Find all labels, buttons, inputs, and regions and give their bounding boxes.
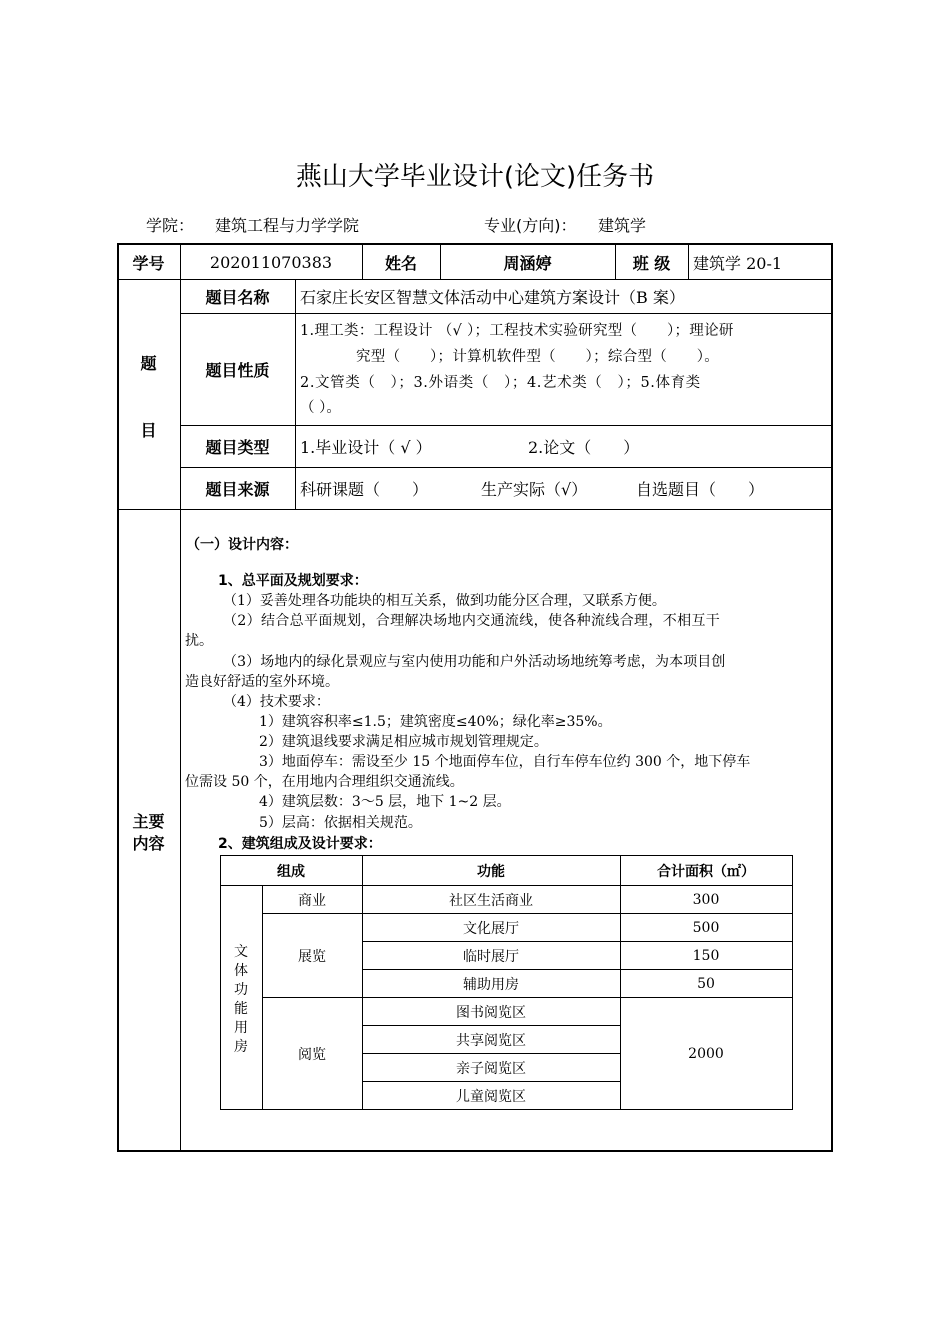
- content-line: 2）建筑退线要求满足相应城市规划管理规定。: [259, 734, 548, 750]
- design-content-heading: （一）设计内容：: [186, 537, 298, 553]
- topic-side-label-2: 目: [140, 420, 157, 440]
- area-cell: 300: [692, 891, 720, 908]
- function-cell: 社区生活商业: [449, 892, 533, 909]
- section-2-heading: 2、建筑组成及设计要求：: [218, 836, 382, 852]
- college-label: 学院：: [146, 216, 195, 235]
- topic-type-label: 题目类型: [205, 438, 270, 457]
- col-header-area: 合计面积（㎡）: [657, 863, 755, 880]
- page-title: 燕山大学毕业设计(论文)任务书: [295, 162, 655, 192]
- area-cell: 50: [697, 975, 715, 992]
- topic-nature-line: 2.文管类（ ）；3.外语类（ ）；4.艺术类（ ）；5.体育类: [300, 375, 701, 391]
- function-cell: 临时展厅: [463, 948, 519, 965]
- topic-name-value: 石家庄长安区智慧文体活动中心建筑方案设计（B 案）: [300, 288, 685, 307]
- topic-source-research: 科研课题（ ）: [300, 480, 429, 499]
- area-cell: 150: [692, 947, 720, 964]
- content-line: 4）建筑层数：3～5 层，地下 1~2 层。: [259, 794, 511, 810]
- topic-type-thesis: 2.论文（ ）: [528, 438, 640, 457]
- topic-type-design: 1.毕业设计（ √ ）: [300, 438, 432, 457]
- topic-source-self: 自选题目（ ）: [636, 480, 765, 499]
- major-value: 建筑学: [598, 216, 647, 235]
- content-line: 位需设 50 个，在用地内合理组织交通流线。: [185, 774, 464, 790]
- major-label: 专业(方向)：: [484, 216, 577, 235]
- content-line: 扰。: [185, 633, 213, 649]
- content-line: 1）建筑容积率≤1.5；建筑密度≤40%；绿化率≥35%。: [259, 714, 612, 730]
- group-label: 文体功能用房: [234, 944, 248, 1055]
- content-line: 5）层高：依据相关规范。: [259, 815, 422, 831]
- topic-nature-line: （ ）。: [300, 400, 341, 416]
- content-line: （3）场地内的绿化景观应与室内使用功能和户外活动场地统筹考虑，为本项目创: [223, 654, 726, 670]
- content-line: 造良好舒适的室外环境。: [185, 674, 339, 690]
- content-line: （2）结合总平面规划，合理解决场地内交通流线，使各种流线合理，不相互干: [223, 613, 721, 629]
- function-cell: 辅助用房: [463, 976, 519, 993]
- sub-exhibition: 展览: [298, 948, 326, 965]
- student-id-label: 学号: [132, 253, 165, 273]
- main-side-label-2: 内容: [132, 833, 165, 853]
- function-cell: 共享阅览区: [456, 1032, 526, 1049]
- topic-nature-label: 题目性质: [205, 361, 270, 380]
- name-label: 姓名: [384, 253, 417, 273]
- class-value: 建筑学 20-1: [693, 253, 783, 273]
- name-value: 周涵婷: [503, 253, 552, 273]
- function-cell: 图书阅览区: [456, 1004, 526, 1021]
- content-line: （1）妥善处理各功能块的相互关系，做到功能分区合理，又联系方便。: [223, 593, 666, 609]
- function-cell: 儿童阅览区: [456, 1088, 526, 1105]
- section-1-heading: 1、总平面及规划要求：: [218, 573, 368, 589]
- area-cell: 2000: [688, 1045, 724, 1062]
- function-cell: 亲子阅览区: [456, 1060, 526, 1077]
- content-line: 3）地面停车：需设至少 15 个地面停车位，自行车停车位约 300 个，地下停车: [259, 754, 751, 770]
- college-value: 建筑工程与力学学院: [215, 216, 360, 235]
- topic-source-label: 题目来源: [205, 480, 270, 499]
- sub-commerce: 商业: [298, 892, 326, 909]
- col-header-function: 功能: [477, 863, 505, 880]
- content-line: （4）技术要求：: [223, 694, 330, 710]
- sub-reading: 阅览: [298, 1046, 326, 1063]
- col-header-composition: 组成: [277, 863, 305, 880]
- topic-nature-line: 究型（ ）；计算机软件型（ ）；综合型（ ）。: [356, 349, 720, 365]
- main-side-label-1: 主要: [132, 811, 165, 831]
- function-cell: 文化展厅: [463, 920, 519, 937]
- topic-nature-line: 1.理工类：工程设计 （√ ）；工程技术实验研究型（ ）；理论研: [300, 323, 734, 339]
- student-id-value: 202011070383: [209, 252, 333, 272]
- area-cell: 500: [692, 919, 720, 936]
- topic-side-label-1: 题: [140, 353, 157, 373]
- topic-name-label: 题目名称: [205, 288, 270, 307]
- class-label: 班 级: [632, 253, 671, 273]
- topic-source-production: 生产实际（√）: [481, 480, 588, 499]
